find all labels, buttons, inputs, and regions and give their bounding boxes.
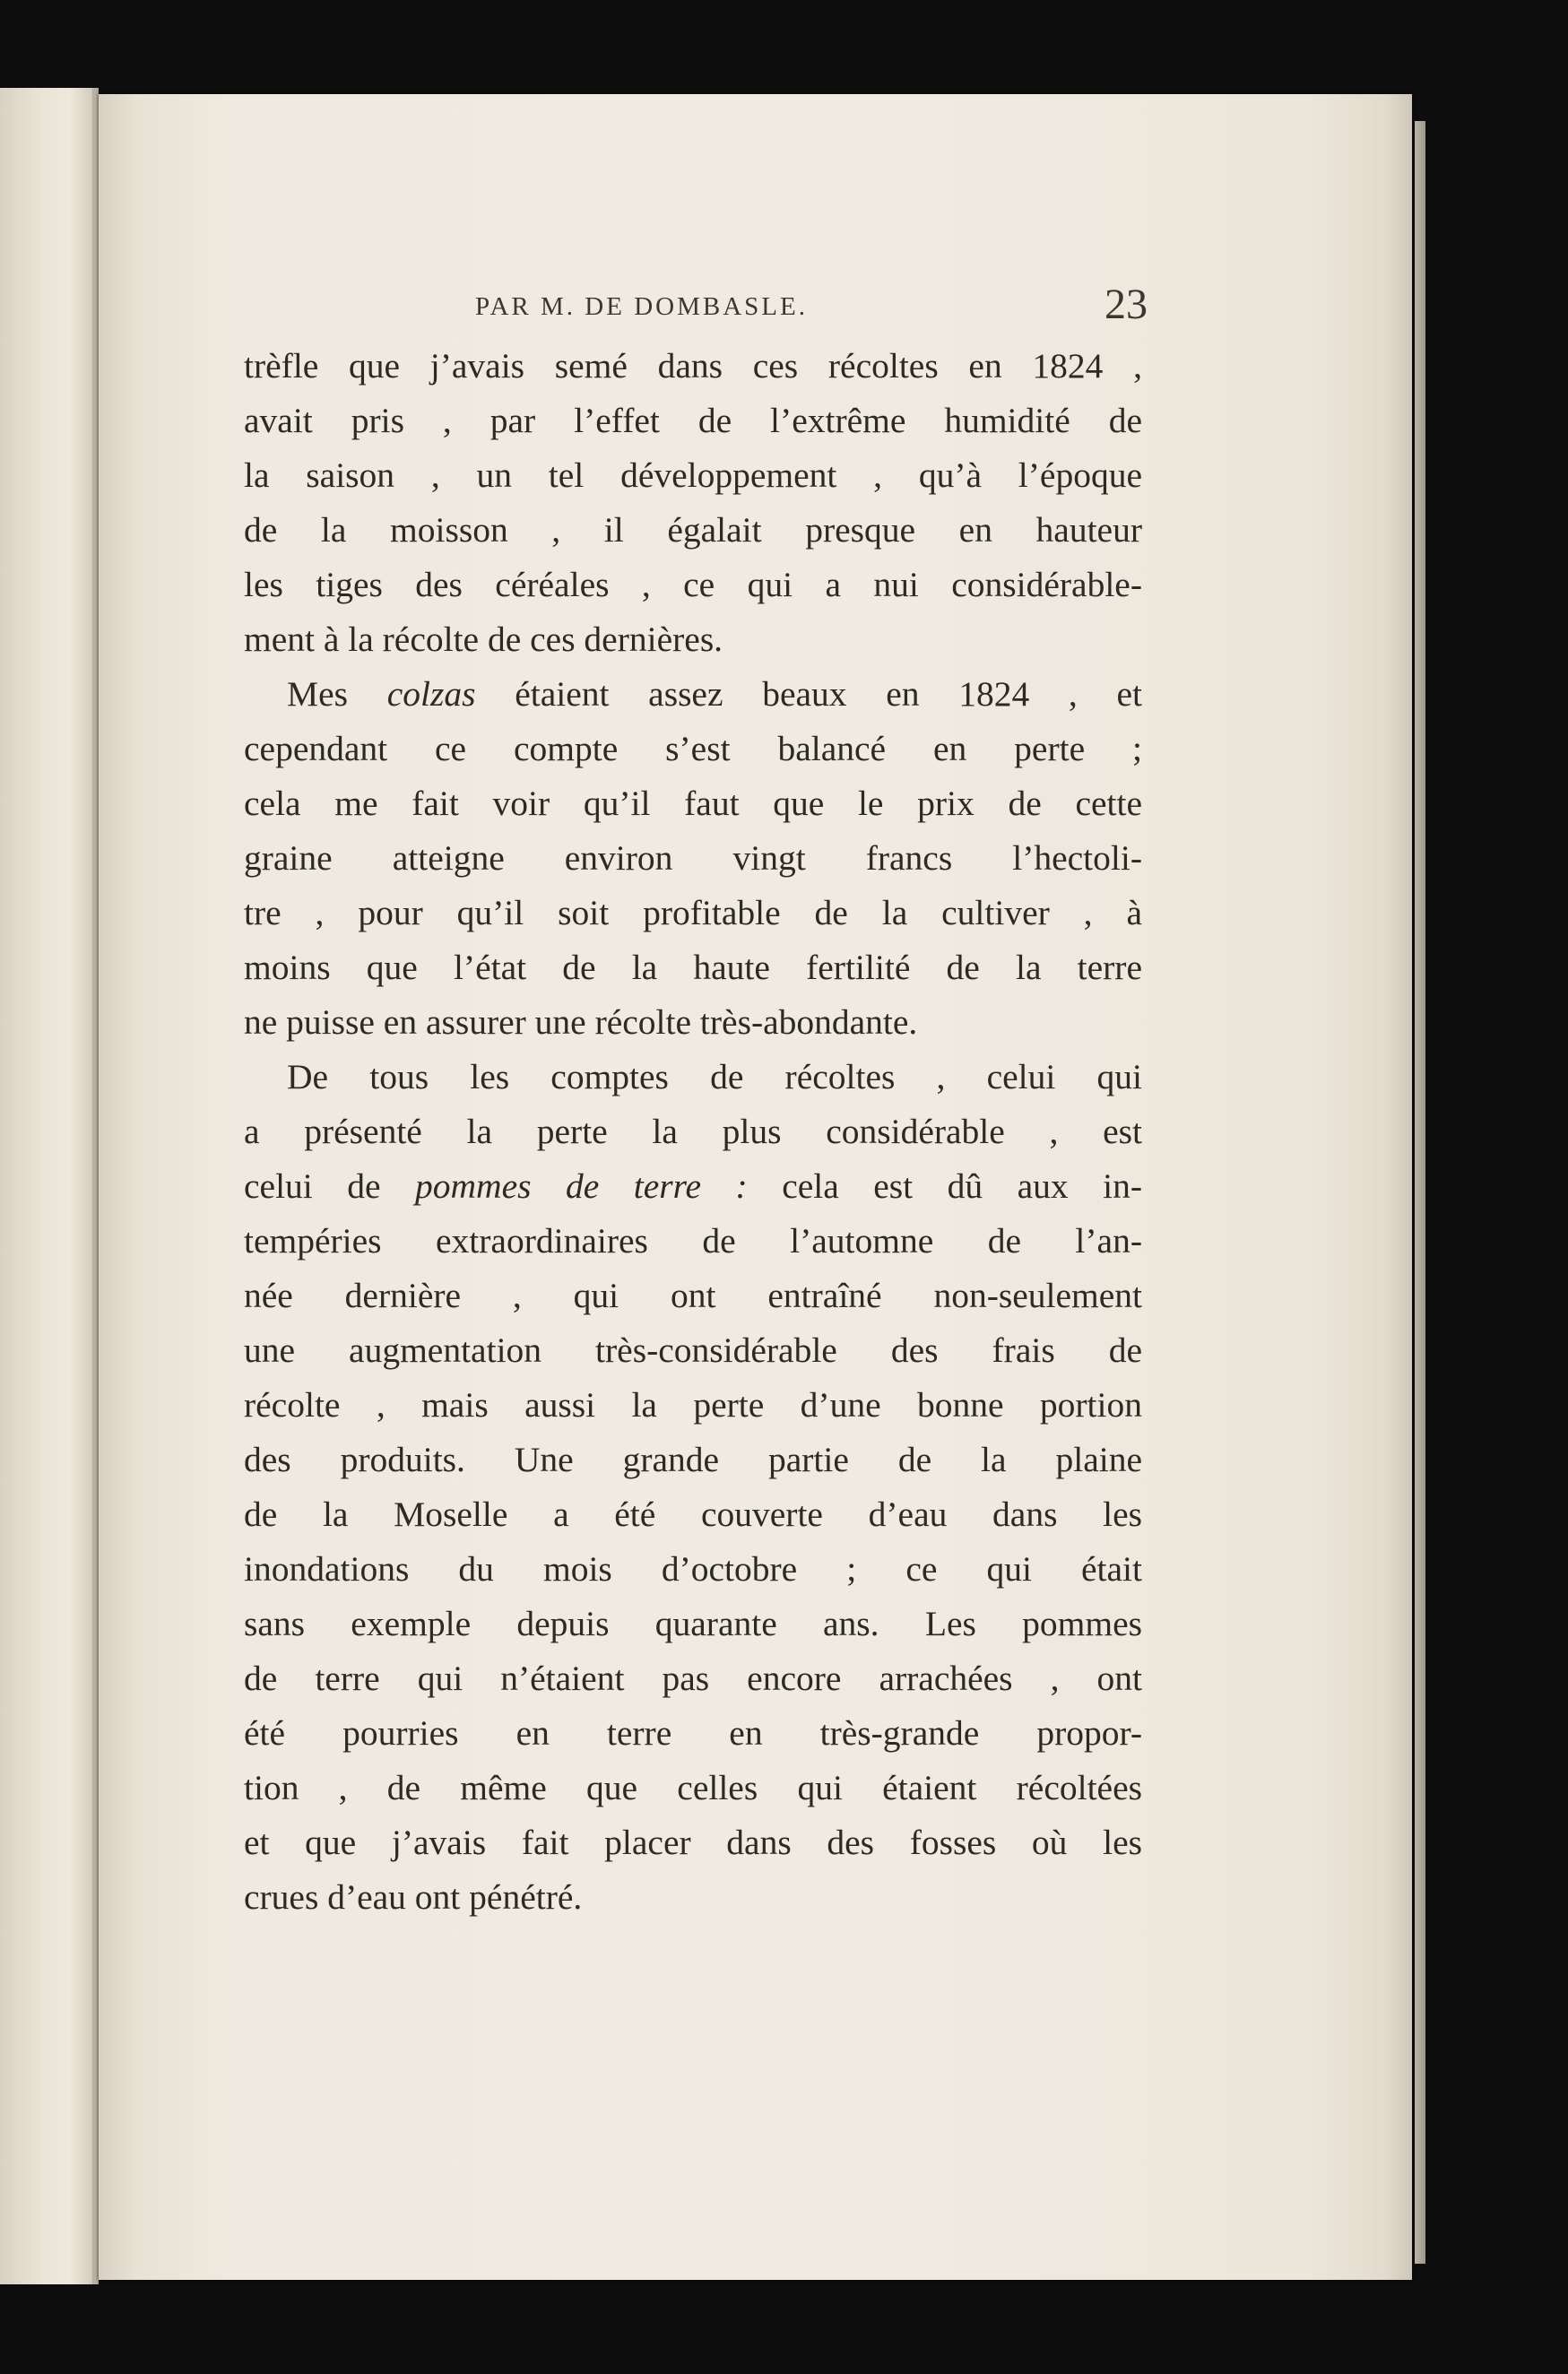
text-segment: de la Moselle a été couverte d’eau dans les	[244, 1495, 1142, 1534]
text-segment: récolte , mais aussi la perte d’une bonne portion	[244, 1385, 1142, 1425]
text-segment: et que j’avais fait placer dans des fosses où les	[244, 1823, 1142, 1862]
text-segment: crues d’eau ont pénétré.	[244, 1877, 583, 1917]
text-segment: été pourries en terre en très-grande propor-	[244, 1713, 1142, 1753]
text-segment: de la moisson , il égalait presque en hauteur	[244, 510, 1142, 550]
text-segment: sans exemple depuis quarante ans. Les pommes	[244, 1604, 1142, 1643]
text-line	[244, 1269, 1142, 1323]
text-segment: née dernière , qui ont entraîné non-seulement	[244, 1276, 1142, 1315]
text-line	[244, 1378, 1142, 1433]
text-line	[244, 612, 1142, 667]
text-segment: tre , pour qu’il soit profitable de la cultiver , à	[244, 893, 1142, 932]
text-line	[244, 339, 1142, 394]
text-segment: des produits. Une grande partie de la plaine	[244, 1440, 1142, 1479]
running-title: PAR M. DE DOMBASLE.	[475, 292, 808, 321]
text-segment: tion , de même que celles qui étaient récoltées	[244, 1768, 1142, 1807]
text-segment: la saison , un tel développement , qu’à l’époque	[244, 455, 1142, 495]
text-line	[244, 1761, 1142, 1815]
text-segment: étaient assez beaux en 1824 , et	[475, 674, 1142, 714]
text-line	[244, 1105, 1142, 1159]
text-segment: tempéries extraordinaires de l’automne de l’an-	[244, 1221, 1142, 1261]
text-line	[244, 1597, 1142, 1651]
text-segment: cela est dû aux in-	[747, 1166, 1142, 1206]
paragraph	[244, 339, 1142, 667]
text-segment: ment à la récolte de ces dernières.	[244, 619, 723, 659]
text-segment: a présenté la perte la plus considérable , est	[244, 1112, 1142, 1151]
left-page-edge	[0, 88, 99, 2284]
text-line	[244, 1815, 1142, 1870]
text-segment: de terre qui n’étaient pas encore arrachées , ont	[244, 1659, 1142, 1698]
right-page-edge	[1415, 121, 1425, 2264]
text-line	[244, 886, 1142, 940]
text-line	[244, 995, 1142, 1050]
paragraph	[244, 667, 1142, 1050]
text-line	[244, 667, 1142, 722]
text-line	[244, 503, 1142, 558]
text-line	[244, 1542, 1142, 1597]
text-segment: inondations du mois d’octobre ; ce qui était	[244, 1549, 1142, 1589]
text-segment: ne puisse en assurer une récolte très-abondante.	[244, 1002, 918, 1042]
text-segment: moins que l’état de la haute fertilité de la terre	[244, 948, 1142, 987]
text-segment: celui de	[244, 1166, 416, 1206]
text-segment: cependant ce compte s’est balancé en perte ;	[244, 729, 1142, 768]
text-line	[244, 1487, 1142, 1542]
text-line	[244, 1870, 1142, 1925]
body-text	[244, 339, 1142, 1925]
text-line	[244, 1323, 1142, 1378]
italic-text: colzas	[386, 674, 476, 714]
text-line	[244, 394, 1142, 448]
text-line	[244, 1214, 1142, 1269]
page-number: 23	[1105, 281, 1148, 328]
text-segment: De tous les comptes de récoltes , celui qui	[287, 1057, 1142, 1096]
text-segment: Mes	[287, 674, 387, 714]
text-line	[244, 722, 1142, 776]
text-line	[244, 940, 1142, 995]
text-line	[244, 776, 1142, 831]
text-line	[244, 1050, 1142, 1105]
text-line	[244, 448, 1142, 503]
paragraph	[244, 1050, 1142, 1925]
text-line	[244, 558, 1142, 612]
text-line	[244, 831, 1142, 886]
text-segment: trèfle que j’avais semé dans ces récoltes en 1824 ,	[244, 346, 1142, 386]
text-segment: avait pris , par l’effet de l’extrême humidité de	[244, 401, 1142, 440]
text-line	[244, 1651, 1142, 1706]
italic-text: pommes de terre :	[415, 1166, 748, 1206]
text-line	[244, 1433, 1142, 1487]
text-line	[244, 1159, 1142, 1214]
text-segment: cela me fait voir qu’il faut que le prix de cette	[244, 784, 1142, 823]
text-segment: les tiges des céréales , ce qui a nui considérable-	[244, 565, 1142, 604]
text-segment: une augmentation très-considérable des frais de	[244, 1330, 1142, 1370]
text-segment: graine atteigne environ vingt francs l’hectoli-	[244, 838, 1142, 878]
running-head	[475, 280, 1165, 334]
text-line	[244, 1706, 1142, 1761]
